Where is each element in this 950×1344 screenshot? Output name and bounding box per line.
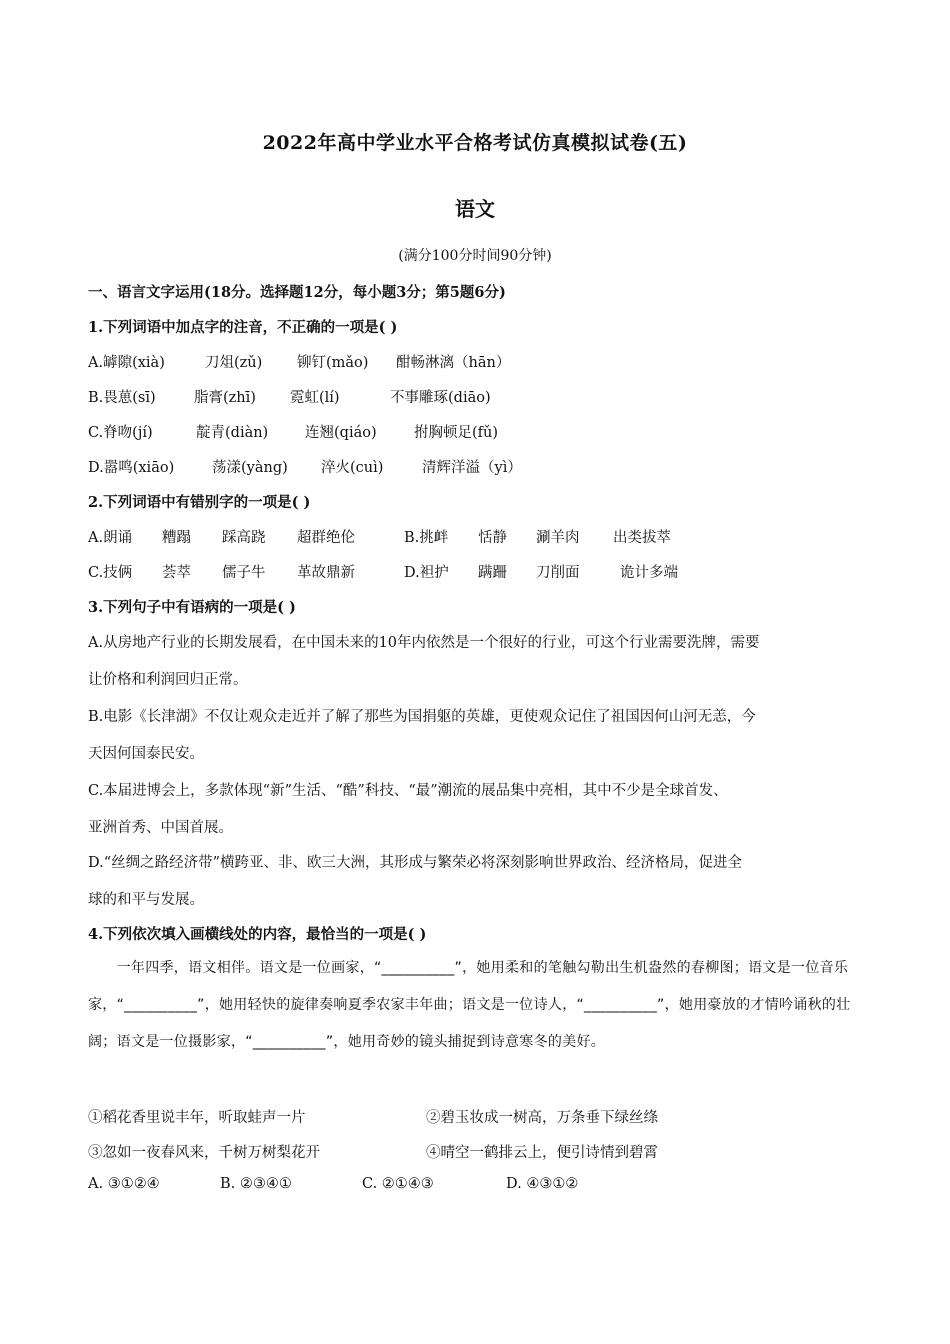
option-word: 不事雕琢(diāo) [390, 390, 491, 406]
poem-line: ④晴空一鹤排云上，便引诗情到碧霄 [426, 1145, 658, 1161]
question-1-option-a [88, 351, 510, 372]
answer-choice: D. ④③①② [506, 1176, 579, 1192]
option-word: A.罅隙(xià) [88, 355, 165, 371]
poem-line: ②碧玉妆成一树高，万条垂下绿丝绦 [426, 1110, 658, 1126]
question-3-line: 让价格和利润回归正常。 [88, 672, 248, 688]
question-3-line: A.从房地产行业的长期发展看，在中国未来的10年内依然是一个很好的行业，可这个行业需要洗牌，需要 [88, 635, 760, 651]
option-word: C.技俩 [88, 565, 133, 581]
option-word: 革故鼎新 [297, 565, 355, 581]
option-word: 蹒跚 [478, 565, 507, 581]
option-word: 靛青(diàn) [196, 425, 269, 441]
option-word: A.朗诵 [88, 530, 133, 546]
option-word: 刀削面 [536, 565, 580, 581]
option-word: 涮羊肉 [536, 530, 580, 546]
question-3-line: D.“丝绸之路经济带”横跨亚、非、欧三大洲，其形成与繁荣必将深刻影响世界政治、经济格局，促进全 [88, 855, 743, 871]
question-3-line: 天因何国泰民安。 [88, 746, 204, 762]
option-word: 霓虹(lí) [290, 390, 340, 406]
option-word: D.嚣鸣(xiāo) [88, 460, 175, 476]
question-1-option-b [88, 386, 491, 407]
question-4-stem: 4.下列依次填入画横线处的内容，最恰当的一项是( ) [88, 926, 427, 943]
option-word: B.挑衅 [404, 530, 449, 546]
option-word: 恬静 [478, 530, 507, 546]
option-word: 连翘(qiáo) [305, 425, 377, 441]
question-2-row-1 [88, 526, 671, 547]
question-3-line: 亚洲首秀、中国首展。 [88, 820, 233, 836]
question-2-stem: 2.下列词语中有错别字的一项是( ) [88, 494, 311, 511]
question-3-line: C.本届进博会上，多款体现“新”生活、“酷”科技、“最”潮流的展品集中亮相，其中不少是全球首发、 [88, 783, 728, 799]
option-word: 清辉洋溢（yì） [422, 460, 522, 476]
question-4-passage: 一年四季，语文相伴。语文是一位画家，“__________”，她用柔和的笔触勾勒出生机盎然的春柳图；语文是一位音乐家，“__________”，她用轻快的旋律奏响夏季农家丰年曲；语文是一位诗人，“__________”，她用豪放的才情吟诵秋的壮阔；语文是一位摄影家，“__________”，她用奇妙的镜头捕捉到诗意寒冬的美好。 [88, 960, 851, 1050]
option-word: D.袒护 [404, 565, 449, 581]
option-word: 儒子牛 [222, 565, 266, 581]
option-word: 糟蹋 [162, 530, 191, 546]
option-word: 诡计多端 [620, 565, 678, 581]
question-2-row-2 [88, 561, 678, 582]
question-4-items-row-2 [88, 1141, 658, 1162]
section-heading: 一、语言文字运用(18分。选择题12分，每小题3分；第5题6分) [88, 284, 506, 301]
exam-info: (满分100分时间90分钟) [398, 248, 552, 264]
question-1-option-c [88, 421, 498, 442]
option-word: 出类拔萃 [613, 530, 671, 546]
answer-choice: A. ③①②④ [88, 1176, 160, 1192]
option-word: 刀俎(zǔ) [205, 355, 263, 371]
answer-choice: C. ②①④③ [362, 1176, 434, 1192]
option-word: 淬火(cuì) [321, 460, 384, 476]
option-word: 脂膏(zhī) [194, 390, 256, 406]
poem-line: ①稻花香里说丰年，听取蛙声一片 [88, 1110, 306, 1126]
option-word: 铆钉(mǎo) [297, 355, 369, 371]
question-3-line: B.电影《长津湖》不仅让观众走近并了解了那些为国捐躯的英雄，更使观众记住了祖国因何山河无恙，今 [88, 709, 756, 725]
question-4-choices [88, 1176, 578, 1192]
option-word: 酣畅淋漓（hān） [396, 355, 511, 371]
answer-choice: B. ②③④① [220, 1176, 292, 1192]
subject-title: 语文 [455, 197, 495, 221]
question-3-line: 球的和平与发展。 [88, 892, 204, 908]
question-1-stem: 1.下列词语中加点字的注音，不正确的一项是( ) [88, 319, 398, 336]
option-word: B.畏葸(sī) [88, 390, 156, 406]
option-word: 荟萃 [162, 565, 191, 581]
question-1-option-d [88, 456, 522, 477]
exam-title: 2022年高中学业水平合格考试仿真模拟试卷(五) [262, 132, 688, 154]
option-word: 拊胸顿足(fǔ) [414, 425, 499, 441]
option-word: 超群绝伦 [297, 530, 355, 546]
option-word: C.脊吻(jí) [88, 425, 153, 441]
option-word: 荡漾(yàng) [212, 460, 288, 476]
question-4-items-row-1 [88, 1106, 658, 1127]
poem-line: ③忽如一夜春风来，千树万树梨花开 [88, 1145, 320, 1161]
option-word: 踩高跷 [222, 530, 266, 546]
question-3-stem: 3.下列句子中有语病的一项是( ) [88, 599, 296, 616]
